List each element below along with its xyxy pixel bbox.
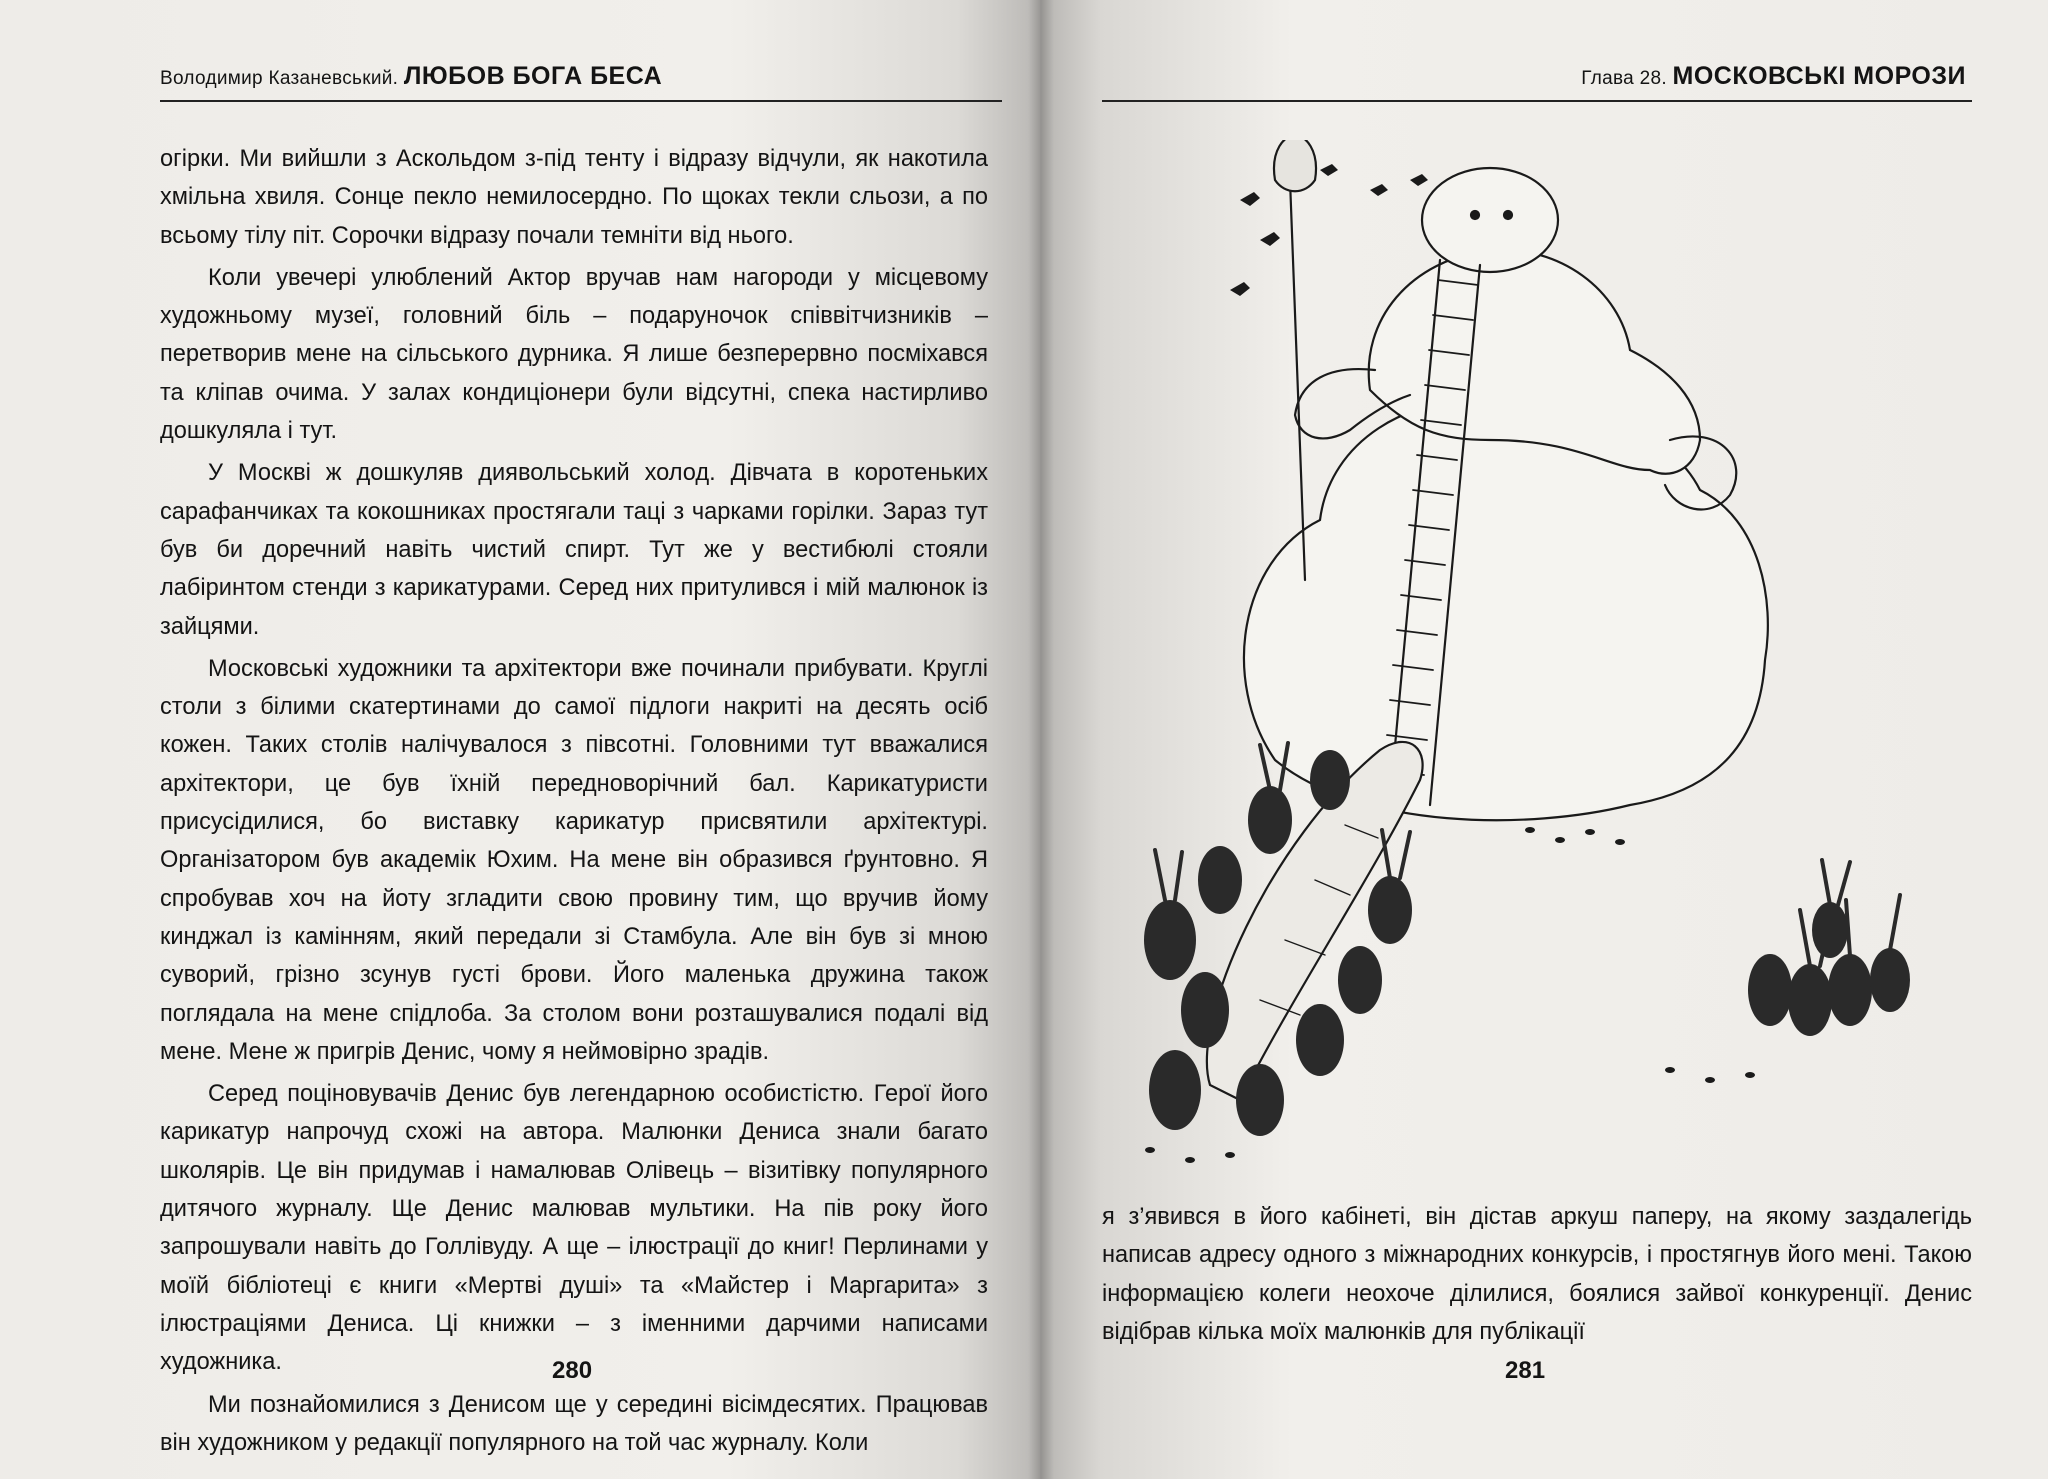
paragraph: Серед поціновувачів Денис був легендарною особистістю. Герої його карикатур напрочуд схожі на автора. Малюнки Дениса знали багато школярів. Це він придумав і намалював Олівець – візитівку популярного дитячого журналу. Ще Денис малював мультики. На пів року його запрошували навіть до Голлівуду. А ще – ілюстрації до книг! Перлинами у моїй бібліотеці є книги «Мертві душі» та «Майстер і Маргарита» з ілюстраціями Дениса. Ці книжки – з іменними дарчими написами художника. (160, 1081, 988, 1376)
page-number-right: 281 (1505, 1357, 1546, 1384)
left-running-header (160, 62, 662, 91)
header-chapter: Глава 28. (1581, 68, 1667, 89)
paragraph: я з’явився в його кабінеті, він дістав аркуш паперу, на якому заздалегідь написав адресу одного з міжнародних конкурсів, і простягнув його мені. Такою інформацією колеги неохоче ділилися, боялися зайвої конкуренції. Денис відібрав кілька моїх малюнків для публікації (1102, 1204, 1972, 1345)
paragraph: У Москві ж дошкуляв диявольський холод. Дівчата в коротеньких сарафанчиках та кокошниках простягали таці з чарками горілки. Зараз тут був би доречний навіть чистий спирт. Тут же у вестибюлі стояли лабіринтом стенди з карикатурами. Серед них притулився і мій малюнок із зайцями. (160, 460, 988, 640)
header-chapter-title: МОСКОВСЬКІ МОРОЗИ (1672, 62, 1966, 90)
paragraph: Коли увечері улюблений Актор вручав нам нагороди у місцевому художньому музеї, головний біль – подаруночок співвітчизників – перетворив мене на сільського дурника. Я лише безперервно посміхався та кліпав очима. У залах кондиціонери були відсутні, спека настирливо дошкуляла і тут. (160, 264, 988, 445)
header-book-title: ЛЮБОВ БОГА БЕСА (403, 62, 663, 90)
header-rule (1102, 100, 1972, 102)
book-gutter (1028, 0, 1054, 1479)
paragraph: Московські художники та архітектори вже починали прибувати. Круглі столи з білими скатертинами до самої підлоги накриті на десять осіб кожен. Таких столів налічувалося з півсотні. Головними тут вважалися архітектори, це був їхній передноворічний бал. Карикатуристи присусідилися, бо виставку карикатур присвятили архітектурі. Організатором був академік Юхим. На мене він образився ґрунтовно. Я спробував хоч на йоту згладити свою провину тим, що вручив йому кинджал із камінням, який передали зі Стамбула. Але він був зі мною суворий, грізно зсунув густі брови. Його маленька дружина також поглядала на мене спідлоба. За столом вони розташувалися подалі від мене. Мене ж пригрів Денис, чому я неймовірно зрадів. (160, 655, 988, 1065)
header-rule (160, 100, 1002, 102)
page-number-left: 280 (552, 1357, 593, 1384)
paragraph: Ми познайомилися з Денисом ще у середині вісімдесятих. Працював він художником у редакції популярного на той час журналу. Коли (160, 1391, 988, 1456)
right-body-text (1102, 1198, 1972, 1355)
header-author: Володимир Казаневський. (160, 68, 399, 89)
snowman-illustration (1110, 140, 1940, 1180)
paragraph: огірки. Ми вийшли з Аскольдом з-під тенту і відразу відчули, як накотила хмільна хвиля. Сонце пекло немилосердно. По щоках текли сльози, а по всьому тілу піт. Сорочки відразу почали темніти від нього. (160, 146, 988, 249)
left-body-text (160, 140, 988, 1466)
right-running-header (1581, 62, 1966, 91)
